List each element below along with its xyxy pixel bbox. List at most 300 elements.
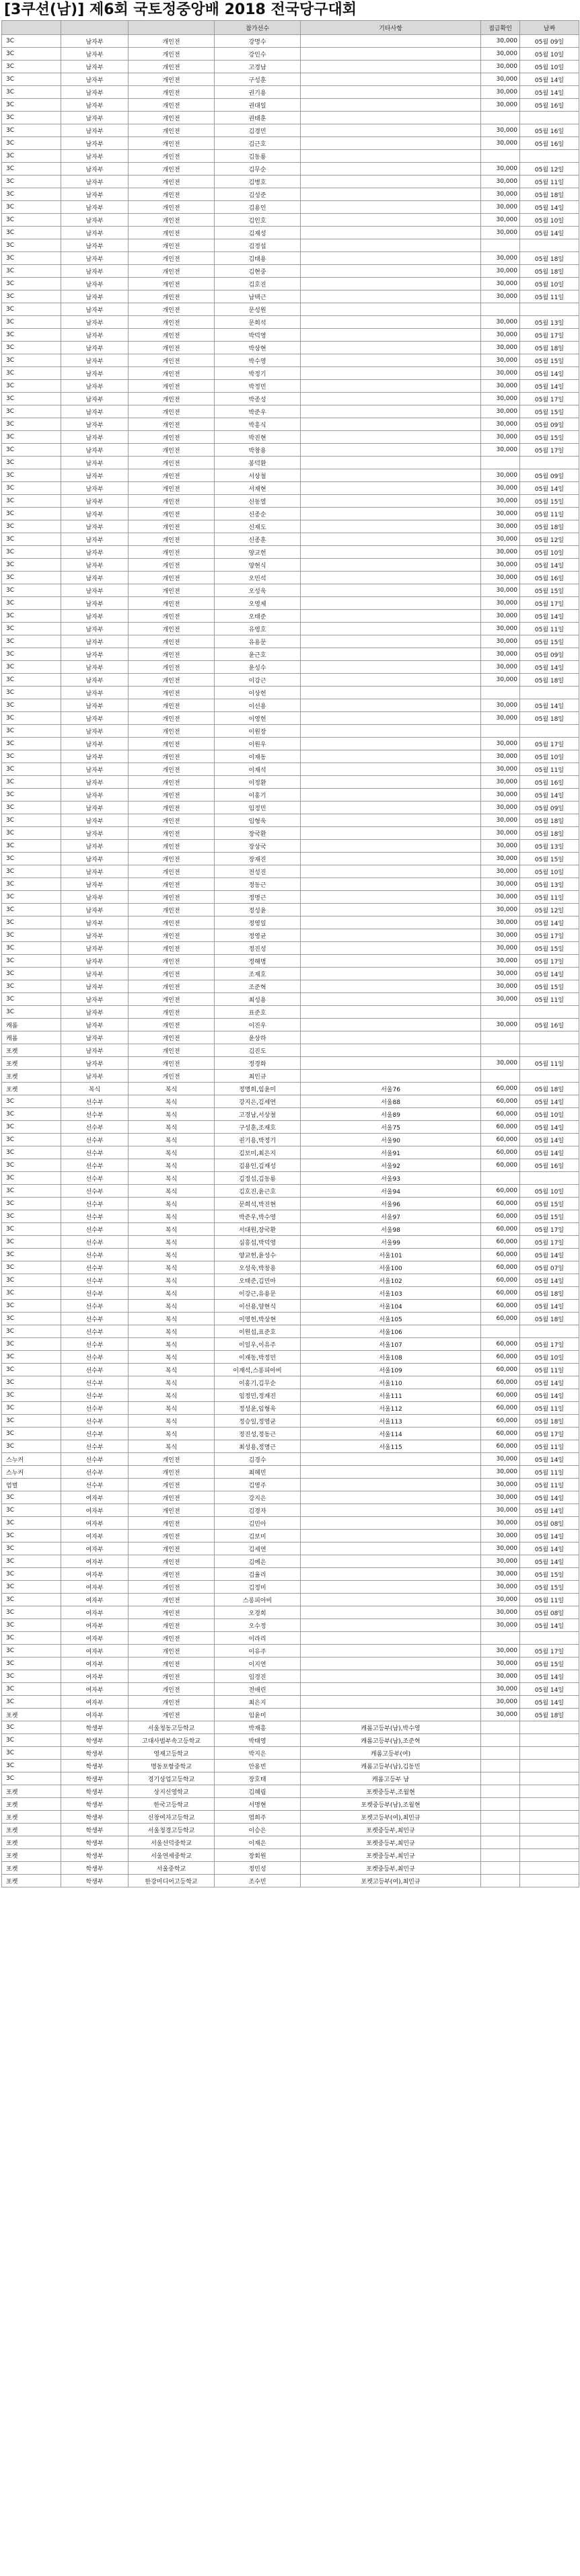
table-row [2,1261,579,1274]
table-row [2,1824,579,1836]
date-cell: 05월 14일 [520,661,579,674]
table-row [2,878,579,891]
player-cell: 정진성,정동근 [215,1428,301,1440]
player-cell: 오영제 [215,597,301,610]
division-cell: 여자부 [61,1543,129,1555]
table-row [2,827,579,840]
table-row [2,342,579,354]
division-cell: 선수부 [61,1300,129,1313]
player-cell: 김보미 [215,1530,301,1543]
player-cell: 김경민 [215,124,301,137]
discipline-cell: 3C [2,584,61,597]
date-cell: 05월 18일 [520,1415,579,1428]
notes-cell [301,814,481,827]
discipline-cell: 3C [2,865,61,878]
division-cell: 여자부 [61,1555,129,1568]
notes-cell [301,393,481,405]
payment-cell: 60,000 [481,1146,520,1159]
division-cell: 선수부 [61,1159,129,1172]
division-cell: 남자부 [61,393,129,405]
division-cell: 남자부 [61,265,129,278]
division-cell: 선수부 [61,1261,129,1274]
date-cell: 05월 14일 [520,227,579,239]
discipline-cell: 포켓 [2,1811,61,1824]
payment-cell: 30,000 [481,814,520,827]
division-cell: 남자부 [61,290,129,303]
date-cell: 05월 14일 [520,1491,579,1504]
notes-cell: 포켓고등부(여),최민규 [301,1811,481,1824]
payment-cell: 30,000 [481,1619,520,1632]
payment-cell: 30,000 [481,789,520,802]
table-row [2,610,579,623]
event-cell: 개인전 [129,610,215,623]
player-cell: 안용빈 [215,1760,301,1772]
date-cell: 05월 16일 [520,1159,579,1172]
player-cell: 김용인 [215,201,301,214]
player-cell: 이원우 [215,738,301,750]
notes-cell: 캐롬고등부(여) [301,1747,481,1760]
notes-cell [301,227,481,239]
player-cell: 정명희,임윤미 [215,1083,301,1095]
player-cell: 이재석,스롱피아비 [215,1364,301,1376]
player-cell: 임정민 [215,802,301,814]
player-cell: 최은지 [215,1696,301,1709]
discipline-cell: 3C [2,1198,61,1210]
table-row [2,1402,579,1415]
player-cell: 김동룡 [215,150,301,163]
player-cell: 전애린 [215,1683,301,1696]
discipline-cell: 3C [2,48,61,61]
discipline-cell: 3C [2,1402,61,1415]
event-cell: 복식 [129,1236,215,1249]
player-cell: 이원장 [215,725,301,738]
notes-cell [301,699,481,712]
date-cell [520,725,579,738]
event-cell: 개인전 [129,827,215,840]
date-cell: 05월 14일 [520,1376,579,1389]
player-cell: 이재동 [215,750,301,763]
payment-cell: 30,000 [481,1491,520,1504]
player-cell: 양교헌 [215,546,301,559]
player-cell: 정명근 [215,891,301,904]
discipline-cell: 3C [2,1734,61,1747]
division-cell: 여자부 [61,1683,129,1696]
player-cell: 장회원 [215,1849,301,1862]
table-row [2,444,579,457]
date-cell: 05월 10일 [520,61,579,73]
discipline-cell: 3C [2,1364,61,1376]
discipline-cell: 3C [2,316,61,329]
table-row [2,1325,579,1338]
table-row [2,1095,579,1108]
table-row [2,1530,579,1543]
player-cell: 문성원 [215,303,301,316]
payment-cell [481,239,520,252]
table-row [2,1772,579,1785]
event-cell: 개인전 [129,993,215,1006]
notes-cell [301,891,481,904]
discipline-cell: 3C [2,150,61,163]
table-row [2,48,579,61]
player-cell: 오수정 [215,1619,301,1632]
division-cell: 여자부 [61,1657,129,1670]
player-cell: 김근호 [215,137,301,150]
division-cell: 여자부 [61,1696,129,1709]
table-row [2,738,579,750]
discipline-cell: 3C [2,73,61,86]
notes-cell [301,687,481,699]
discipline-cell: 3C [2,1389,61,1402]
discipline-cell: 3C [2,1440,61,1453]
payment-cell: 60,000 [481,1095,520,1108]
event-cell: 개인전 [129,802,215,814]
division-cell: 선수부 [61,1223,129,1236]
discipline-cell: 3C [2,1415,61,1428]
player-cell: 이강근 [215,674,301,687]
payment-cell: 30,000 [481,1517,520,1530]
table-row [2,1849,579,1862]
discipline-cell: 3C [2,469,61,482]
payment-cell: 30,000 [481,955,520,968]
player-cell: 강지은 [215,1491,301,1504]
payment-cell: 30,000 [481,1657,520,1670]
event-cell: 개인전 [129,942,215,955]
player-cell: 조수민 [215,1875,301,1887]
event-cell: 복식 [129,1325,215,1338]
player-cell: 오태준 [215,610,301,623]
table-row [2,508,579,520]
division-cell: 남자부 [61,648,129,661]
division-cell: 남자부 [61,35,129,48]
event-cell: 복식 [129,1146,215,1159]
date-cell: 05월 17일 [520,1223,579,1236]
discipline-cell: 3C [2,1210,61,1223]
table-row [2,1543,579,1555]
event-cell: 복식 [129,1376,215,1389]
discipline-cell: 3C [2,354,61,367]
date-cell: 05월 10일 [520,1108,579,1121]
notes-cell: 포켓중등부(남),조월현 [301,1798,481,1811]
payment-cell: 60,000 [481,1338,520,1351]
payment-cell: 30,000 [481,482,520,495]
event-cell: 복식 [129,1389,215,1402]
player-cell: 이지연 [215,1657,301,1670]
payment-cell: 60,000 [481,1313,520,1325]
event-cell: 개인전 [129,99,215,112]
discipline-cell: 3C [2,1619,61,1632]
event-cell: 개인전 [129,48,215,61]
table-row [2,1645,579,1657]
table-row [2,380,579,393]
event-cell: 개인전 [129,546,215,559]
event-cell: 개인전 [129,635,215,648]
date-cell [520,112,579,124]
notes-cell: 서울104 [301,1300,481,1313]
date-cell: 05월 17일 [520,738,579,750]
division-cell: 여자부 [61,1504,129,1517]
payment-cell [481,1811,520,1824]
notes-cell [301,405,481,418]
player-cell: 박준우,박수영 [215,1210,301,1223]
division-cell: 선수부 [61,1479,129,1491]
date-cell: 05월 11일 [520,1364,579,1376]
player-cell: 고경남,서상철 [215,1108,301,1121]
table-row [2,1632,579,1645]
discipline-cell: 3C [2,1172,61,1185]
date-cell: 05월 12일 [520,533,579,546]
player-cell: 강명수 [215,35,301,48]
event-cell: 복식 [129,1287,215,1300]
notes-cell [301,968,481,980]
event-cell: 개인전 [129,1019,215,1031]
table-row [2,814,579,827]
payment-cell: 60,000 [481,1428,520,1440]
table-row [2,1734,579,1747]
notes-cell [301,763,481,776]
player-cell: 김인호 [215,214,301,227]
discipline-cell: 3C [2,1530,61,1543]
notes-cell [301,559,481,572]
notes-cell [301,1031,481,1044]
payment-cell: 30,000 [481,201,520,214]
date-cell: 05월 18일 [520,1083,579,1095]
event-cell: 개인전 [129,303,215,316]
date-cell: 05월 09일 [520,35,579,48]
payment-cell: 30,000 [481,1606,520,1619]
player-cell: 정경화 [215,1057,301,1070]
date-cell: 05월 11일 [520,1402,579,1415]
date-cell: 05월 13일 [520,878,579,891]
table-row [2,916,579,929]
table-row [2,955,579,968]
event-cell: 개인전 [129,840,215,853]
discipline-cell: 3C [2,1517,61,1530]
payment-cell: 30,000 [481,661,520,674]
division-cell: 학생부 [61,1811,129,1824]
player-cell: 최성용 [215,993,301,1006]
notes-cell [301,661,481,674]
table-row [2,431,579,444]
date-cell: 05월 11일 [520,290,579,303]
division-cell: 남자부 [61,431,129,444]
division-cell: 남자부 [61,1044,129,1057]
event-cell: 개인전 [129,1606,215,1619]
notes-cell [301,175,481,188]
table-row [2,1083,579,1095]
event-cell: 복식 [129,1210,215,1223]
discipline-cell: 3C [2,1325,61,1338]
event-cell: 개인전 [129,1057,215,1070]
discipline-cell: 3C [2,418,61,431]
payment-cell: 30,000 [481,904,520,916]
notes-cell [301,929,481,942]
player-cell: 구성훈 [215,73,301,86]
notes-cell [301,942,481,955]
player-cell: 장호태 [215,1772,301,1785]
event-cell: 개인전 [129,61,215,73]
division-cell: 여자부 [61,1594,129,1606]
payment-cell: 30,000 [481,1581,520,1594]
division-cell: 남자부 [61,354,129,367]
event-cell: 한국고등학교 [129,1798,215,1811]
table-row [2,86,579,99]
payment-cell [481,457,520,469]
payment-cell: 30,000 [481,214,520,227]
player-cell: 권기용 [215,86,301,99]
notes-cell: 서울101 [301,1249,481,1261]
discipline-cell: 3C [2,367,61,380]
player-cell: 윤성수 [215,661,301,674]
event-cell: 개인전 [129,955,215,968]
table-row [2,789,579,802]
player-cell: 신종훈 [215,533,301,546]
player-cell: 정영균 [215,929,301,942]
payment-cell: 30,000 [481,1057,520,1070]
event-cell: 개인전 [129,520,215,533]
discipline-cell: 3C [2,163,61,175]
payment-cell: 30,000 [481,265,520,278]
notes-cell [301,265,481,278]
notes-cell [301,99,481,112]
table-row [2,1172,579,1185]
event-cell: 복식 [129,1428,215,1440]
division-cell: 남자부 [61,712,129,725]
event-cell: 복식 [129,1364,215,1376]
player-cell: 김정섭,김동룡 [215,1172,301,1185]
table-row [2,1300,579,1313]
payment-cell: 30,000 [481,623,520,635]
payment-cell: 60,000 [481,1083,520,1095]
event-cell: 개인전 [129,597,215,610]
notes-cell [301,1645,481,1657]
payment-cell: 60,000 [481,1402,520,1415]
division-cell: 남자부 [61,687,129,699]
notes-cell [301,1044,481,1057]
player-cell: 박종성 [215,393,301,405]
division-cell: 학생부 [61,1747,129,1760]
date-cell: 05월 14일 [520,1619,579,1632]
date-cell: 05월 11일 [520,1594,579,1606]
player-cell: 박지은 [215,1747,301,1760]
table-row [2,1313,579,1325]
date-cell: 05월 13일 [520,316,579,329]
payment-cell: 30,000 [481,227,520,239]
date-cell [520,1862,579,1875]
payment-cell: 30,000 [481,674,520,687]
discipline-cell: 3C [2,1657,61,1670]
payment-cell [481,1836,520,1849]
player-cell: 김호진,윤근호 [215,1185,301,1198]
table-row [2,1875,579,1887]
payment-cell: 30,000 [481,1466,520,1479]
payment-cell: 30,000 [481,418,520,431]
notes-cell [301,214,481,227]
discipline-cell: 포켓 [2,1785,61,1798]
player-cell: 이선용 [215,699,301,712]
header-player: 참가선수 [215,21,301,35]
date-cell: 05월 11일 [520,1479,579,1491]
player-cell: 박흥식 [215,418,301,431]
date-cell [520,1044,579,1057]
division-cell: 남자부 [61,163,129,175]
division-cell: 남자부 [61,559,129,572]
payment-cell: 30,000 [481,1019,520,1031]
notes-cell [301,188,481,201]
discipline-cell: 3C [2,1606,61,1619]
table-row [2,418,579,431]
division-cell: 남자부 [61,533,129,546]
division-cell: 남자부 [61,520,129,533]
table-row [2,648,579,661]
discipline-cell: 3C [2,610,61,623]
event-cell: 서울청동고등학교 [129,1721,215,1734]
table-row [2,533,579,546]
date-cell: 05월 10일 [520,865,579,878]
table-row [2,763,579,776]
notes-cell [301,674,481,687]
event-cell: 복식 [129,1261,215,1274]
date-cell: 05월 16일 [520,776,579,789]
event-cell: 복식 [129,1402,215,1415]
event-cell: 복식 [129,1134,215,1146]
payment-cell: 30,000 [481,635,520,648]
discipline-cell: 3C [2,916,61,929]
table-row [2,73,579,86]
date-cell: 05월 15일 [520,1210,579,1223]
player-cell: 박덕영 [215,329,301,342]
date-cell: 05월 14일 [520,610,579,623]
player-cell: 오태준,김민아 [215,1274,301,1287]
table-row [2,1223,579,1236]
date-cell: 05월 11일 [520,175,579,188]
payment-cell: 60,000 [481,1261,520,1274]
division-cell: 남자부 [61,661,129,674]
event-cell: 개인전 [129,1031,215,1044]
date-cell: 05월 18일 [520,1313,579,1325]
registration-table [1,20,579,1887]
division-cell: 남자부 [61,1006,129,1019]
discipline-cell: 3C [2,1351,61,1364]
header-division [61,21,129,35]
table-row [2,316,579,329]
table-row [2,1568,579,1581]
notes-cell [301,648,481,661]
division-cell: 남자부 [61,584,129,597]
event-cell: 개인전 [129,699,215,712]
division-cell: 남자부 [61,469,129,482]
date-cell: 05월 17일 [520,955,579,968]
date-cell: 05월 14일 [520,1530,579,1543]
discipline-cell: 3C [2,175,61,188]
event-cell: 서울선덕중학교 [129,1836,215,1849]
payment-cell: 30,000 [481,699,520,712]
event-cell: 개인전 [129,661,215,674]
notes-cell: 서울75 [301,1121,481,1134]
table-row [2,278,579,290]
date-cell: 05월 13일 [520,840,579,853]
player-cell: 강인수 [215,48,301,61]
date-cell: 05월 14일 [520,789,579,802]
division-cell: 남자부 [61,674,129,687]
division-cell: 선수부 [61,1389,129,1402]
date-cell: 05월 10일 [520,546,579,559]
notes-cell [301,1057,481,1070]
player-cell: 정동근 [215,878,301,891]
notes-cell [301,533,481,546]
division-cell: 남자부 [61,150,129,163]
division-cell: 여자부 [61,1517,129,1530]
date-cell: 05월 17일 [520,1428,579,1440]
